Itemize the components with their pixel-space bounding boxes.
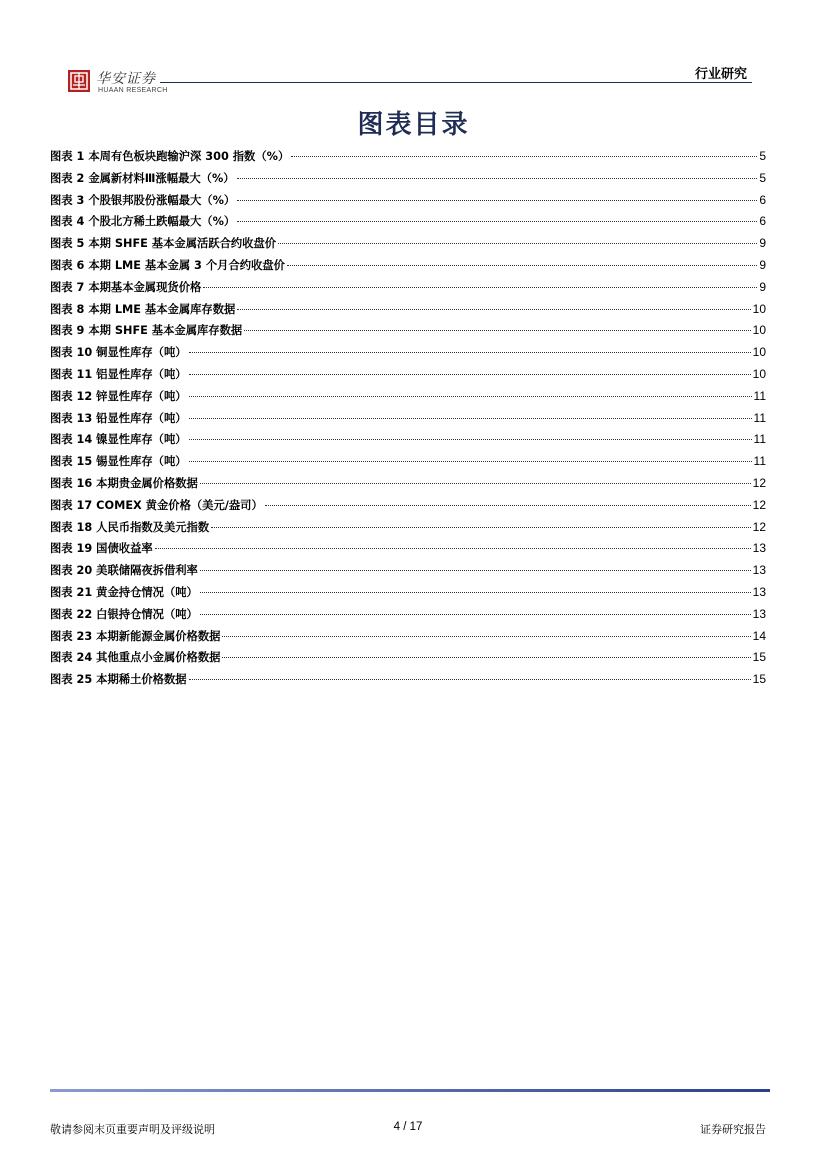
toc-leader-dots xyxy=(155,548,751,549)
toc-entry[interactable] xyxy=(50,255,766,277)
toc-entry-label[interactable]: 图表 7 本期基本金属现货价格 xyxy=(50,280,202,294)
toc-entry[interactable] xyxy=(50,538,766,560)
toc-entry-label[interactable]: 图表 22 白银持仓情况（吨） xyxy=(50,607,198,621)
toc-entry-page[interactable]: 15 xyxy=(752,650,766,665)
header-divider xyxy=(160,82,752,83)
toc-entry[interactable] xyxy=(50,299,766,321)
toc-entry-label[interactable]: 图表 15 锡显性库存（吨） xyxy=(50,455,187,469)
toc-entry-label[interactable]: 图表 5 本期 SHFE 基本金属活跃合约收盘价 xyxy=(50,237,277,251)
toc-entry[interactable] xyxy=(50,146,766,168)
toc-leader-dots xyxy=(237,221,757,222)
toc-entry[interactable] xyxy=(50,277,766,299)
toc-list xyxy=(50,146,766,691)
toc-entry[interactable] xyxy=(50,517,766,539)
toc-entry-label[interactable]: 图表 21 黄金持仓情况（吨） xyxy=(50,585,198,599)
toc-leader-dots xyxy=(189,352,751,353)
toc-entry-label[interactable]: 图表 23 本期新能源金属价格数据 xyxy=(50,629,221,643)
toc-entry[interactable] xyxy=(50,495,766,517)
toc-entry-label[interactable]: 图表 16 本期贵金属价格数据 xyxy=(50,476,198,490)
toc-entry-label[interactable]: 图表 8 本期 LME 基本金属库存数据 xyxy=(50,302,236,316)
toc-entry[interactable] xyxy=(50,320,766,342)
toc-entry-label[interactable]: 图表 1 本周有色板块跑输沪深 300 指数（%） xyxy=(50,150,290,163)
toc-leader-dots xyxy=(200,614,751,615)
toc-leader-dots xyxy=(189,439,752,440)
toc-entry[interactable] xyxy=(50,190,766,212)
toc-entry-page[interactable]: 11 xyxy=(753,454,766,469)
toc-entry-label[interactable]: 图表 9 本期 SHFE 基本金属库存数据 xyxy=(50,324,243,338)
toc-leader-dots xyxy=(203,287,757,288)
toc-leader-dots xyxy=(200,483,751,484)
toc-entry-label[interactable]: 图表 3 个股银邦股份涨幅最大（%） xyxy=(50,193,236,207)
toc-leader-dots xyxy=(287,265,757,266)
toc-leader-dots xyxy=(237,178,758,179)
toc-leader-dots xyxy=(211,527,750,528)
toc-leader-dots xyxy=(291,156,757,157)
toc-entry-page[interactable]: 13 xyxy=(752,541,766,556)
toc-entry[interactable] xyxy=(50,647,766,669)
toc-entry-label[interactable]: 图表 20 美联储隔夜拆借利率 xyxy=(50,564,198,578)
toc-leader-dots xyxy=(278,243,757,244)
toc-entry-page[interactable]: 6 xyxy=(759,192,766,207)
toc-entry-page[interactable]: 5 xyxy=(759,149,766,163)
toc-entry-label[interactable]: 图表 17 COMEX 黄金价格（美元/盎司） xyxy=(50,498,263,512)
toc-entry-page[interactable]: 13 xyxy=(752,584,766,599)
report-type: 证券研究报告 xyxy=(700,1123,766,1136)
toc-entry[interactable] xyxy=(50,168,766,190)
toc-leader-dots xyxy=(200,570,751,571)
toc-entry-page[interactable]: 12 xyxy=(752,497,766,512)
toc-leader-dots xyxy=(244,330,750,331)
toc-entry-label[interactable]: 图表 24 其他重点小金属价格数据 xyxy=(50,651,221,665)
toc-entry-label[interactable]: 图表 11 铝显性库存（吨） xyxy=(50,367,187,381)
toc-entry[interactable] xyxy=(50,560,766,582)
toc-entry-label[interactable]: 图表 18 人民币指数及美元指数 xyxy=(50,520,210,534)
toc-entry-label[interactable]: 图表 14 镍显性库存（吨） xyxy=(50,433,187,447)
toc-entry-page[interactable]: 13 xyxy=(752,606,766,621)
toc-entry-page[interactable]: 11 xyxy=(753,432,766,447)
toc-entry[interactable] xyxy=(50,342,766,364)
toc-entry-page[interactable]: 12 xyxy=(752,475,766,490)
logo-text-en: HUAAN RESEARCH xyxy=(98,87,168,94)
toc-entry[interactable] xyxy=(50,604,766,626)
toc-entry-label[interactable]: 图表 12 锌显性库存（吨） xyxy=(50,389,187,403)
toc-entry-label[interactable]: 图表 19 国债收益率 xyxy=(50,542,153,556)
toc-entry-page[interactable]: 9 xyxy=(759,279,766,294)
toc-entry[interactable] xyxy=(50,429,766,451)
toc-entry[interactable] xyxy=(50,364,766,386)
toc-leader-dots xyxy=(189,418,752,419)
toc-entry[interactable] xyxy=(50,211,766,233)
toc-leader-dots xyxy=(265,505,751,506)
toc-entry-page[interactable]: 6 xyxy=(759,214,766,229)
toc-entry-page[interactable]: 10 xyxy=(752,301,766,316)
toc-leader-dots xyxy=(189,374,751,375)
toc-entry-label[interactable]: 图表 2 金属新材料Ⅲ涨幅最大（%） xyxy=(50,171,235,185)
toc-entry-page[interactable]: 13 xyxy=(752,563,766,578)
toc-leader-dots xyxy=(189,461,752,462)
toc-entry[interactable] xyxy=(50,626,766,648)
toc-entry-label[interactable]: 图表 4 个股北方稀土跌幅最大（%） xyxy=(50,215,236,229)
toc-entry-page[interactable]: 10 xyxy=(752,366,766,381)
toc-entry[interactable] xyxy=(50,451,766,473)
toc-entry-page[interactable]: 12 xyxy=(752,519,766,534)
toc-entry-label[interactable]: 图表 10 铜显性库存（吨） xyxy=(50,346,187,360)
logo-text-cn: 华安证券 xyxy=(96,71,156,87)
toc-title: 图表目录 xyxy=(357,110,470,140)
section-tag: 行业研究 xyxy=(694,67,747,82)
company-logo-icon xyxy=(68,70,90,92)
toc-entry-page[interactable]: 9 xyxy=(759,257,766,272)
toc-entry-label[interactable]: 图表 13 铅显性库存（吨） xyxy=(50,411,187,425)
toc-entry[interactable] xyxy=(50,408,766,430)
toc-entry-page[interactable]: 14 xyxy=(752,628,766,643)
toc-leader-dots xyxy=(200,592,751,593)
toc-entry[interactable] xyxy=(50,386,766,408)
toc-entry-label[interactable]: 图表 25 本期稀土价格数据 xyxy=(50,673,187,687)
toc-leader-dots xyxy=(222,657,750,658)
toc-entry-page[interactable]: 11 xyxy=(753,410,766,425)
toc-leader-dots xyxy=(222,636,750,637)
toc-entry[interactable] xyxy=(50,233,766,255)
toc-entry-page[interactable]: 10 xyxy=(752,345,766,360)
toc-entry-page[interactable]: 11 xyxy=(753,388,766,403)
page-number: 4 / 17 xyxy=(393,1121,423,1133)
toc-leader-dots xyxy=(189,396,752,397)
toc-leader-dots xyxy=(237,200,757,201)
footer-disclaimer: 敬请参阅末页重要声明及评级说明 xyxy=(50,1123,215,1136)
toc-leader-dots xyxy=(237,309,750,310)
toc-entry[interactable] xyxy=(50,473,766,495)
page-header xyxy=(0,0,827,110)
toc-entry[interactable] xyxy=(50,669,766,691)
toc-entry[interactable] xyxy=(50,582,766,604)
footer-divider xyxy=(50,1089,770,1092)
toc-entry-page[interactable]: 9 xyxy=(759,236,766,251)
toc-leader-dots xyxy=(189,679,751,680)
toc-entry-page[interactable]: 10 xyxy=(752,323,766,338)
toc-entry-label[interactable]: 图表 6 本期 LME 基本金属 3 个月合约收盘价 xyxy=(50,258,285,272)
toc-entry-page[interactable]: 15 xyxy=(752,672,766,687)
toc-entry-page[interactable]: 5 xyxy=(759,170,766,185)
